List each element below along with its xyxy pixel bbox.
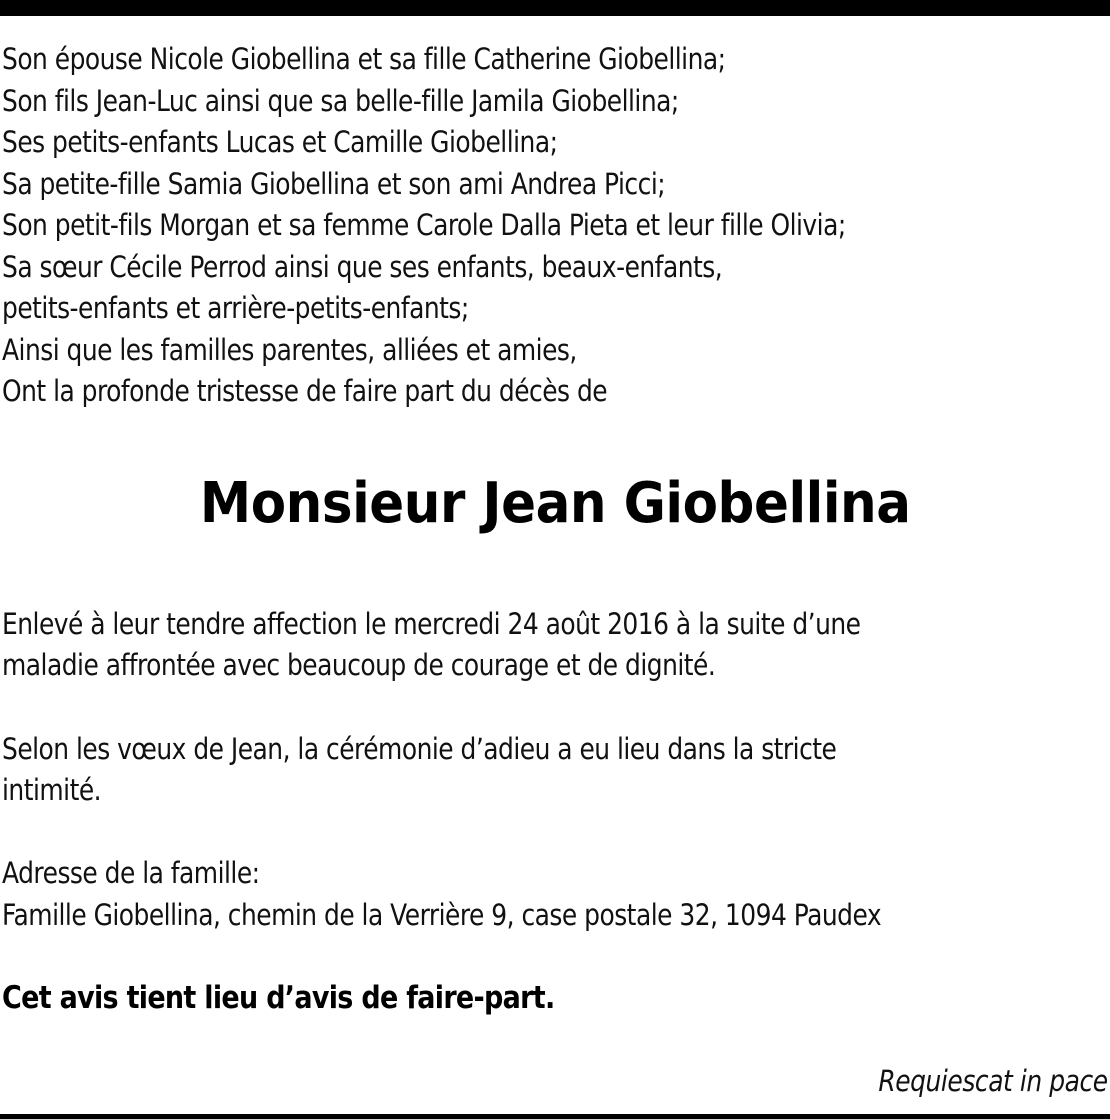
family-line: Son petit-fils Morgan et sa femme Carole Dalla Pieta et leur fille Olivia; (2, 208, 846, 242)
bottom-border-rule (0, 1114, 1110, 1119)
address-label: Adresse de la famille: (2, 856, 260, 890)
family-line: Sa petite-fille Samia Giobellina et son ami Andrea Picci; (2, 167, 666, 201)
deceased-name: Monsieur Jean Giobellina (199, 471, 911, 536)
family-line: Ses petits-enfants Lucas et Camille Giobellina; (2, 125, 558, 159)
family-line: Sa sœur Cécile Perrod ainsi que ses enfants, beaux-enfants, (2, 250, 723, 284)
family-line: Son épouse Nicole Giobellina et sa fille Catherine Giobellina; (2, 42, 726, 76)
paragraph-line: maladie affrontée avec beaucoup de courage et de dignité. (2, 648, 716, 682)
address-value: Famille Giobellina, chemin de la Verrière 9, case postale 32, 1094 Paudex (2, 898, 882, 932)
paragraph-line: Selon les vœux de Jean, la cérémonie d’adieu a eu lieu dans la stricte (2, 732, 837, 766)
announcement-line: Ont la profonde tristesse de faire part du décès de (2, 374, 608, 408)
closing-phrase: Requiescat in pace (878, 1064, 1108, 1098)
deceased-name-heading (0, 466, 1110, 542)
family-line: petits-enfants et arrière-petits-enfants; (2, 291, 469, 325)
paragraph-line: intimité. (2, 773, 102, 807)
family-line: Son fils Jean-Luc ainsi que sa belle-fille Jamila Giobellina; (2, 84, 679, 118)
family-line: Ainsi que les familles parentes, alliées et amies, (2, 333, 577, 367)
notice-statement: Cet avis tient lieu d’avis de faire-part. (2, 980, 555, 1016)
paragraph-line: Enlevé à leur tendre affection le mercredi 24 août 2016 à la suite d’une (2, 607, 861, 641)
